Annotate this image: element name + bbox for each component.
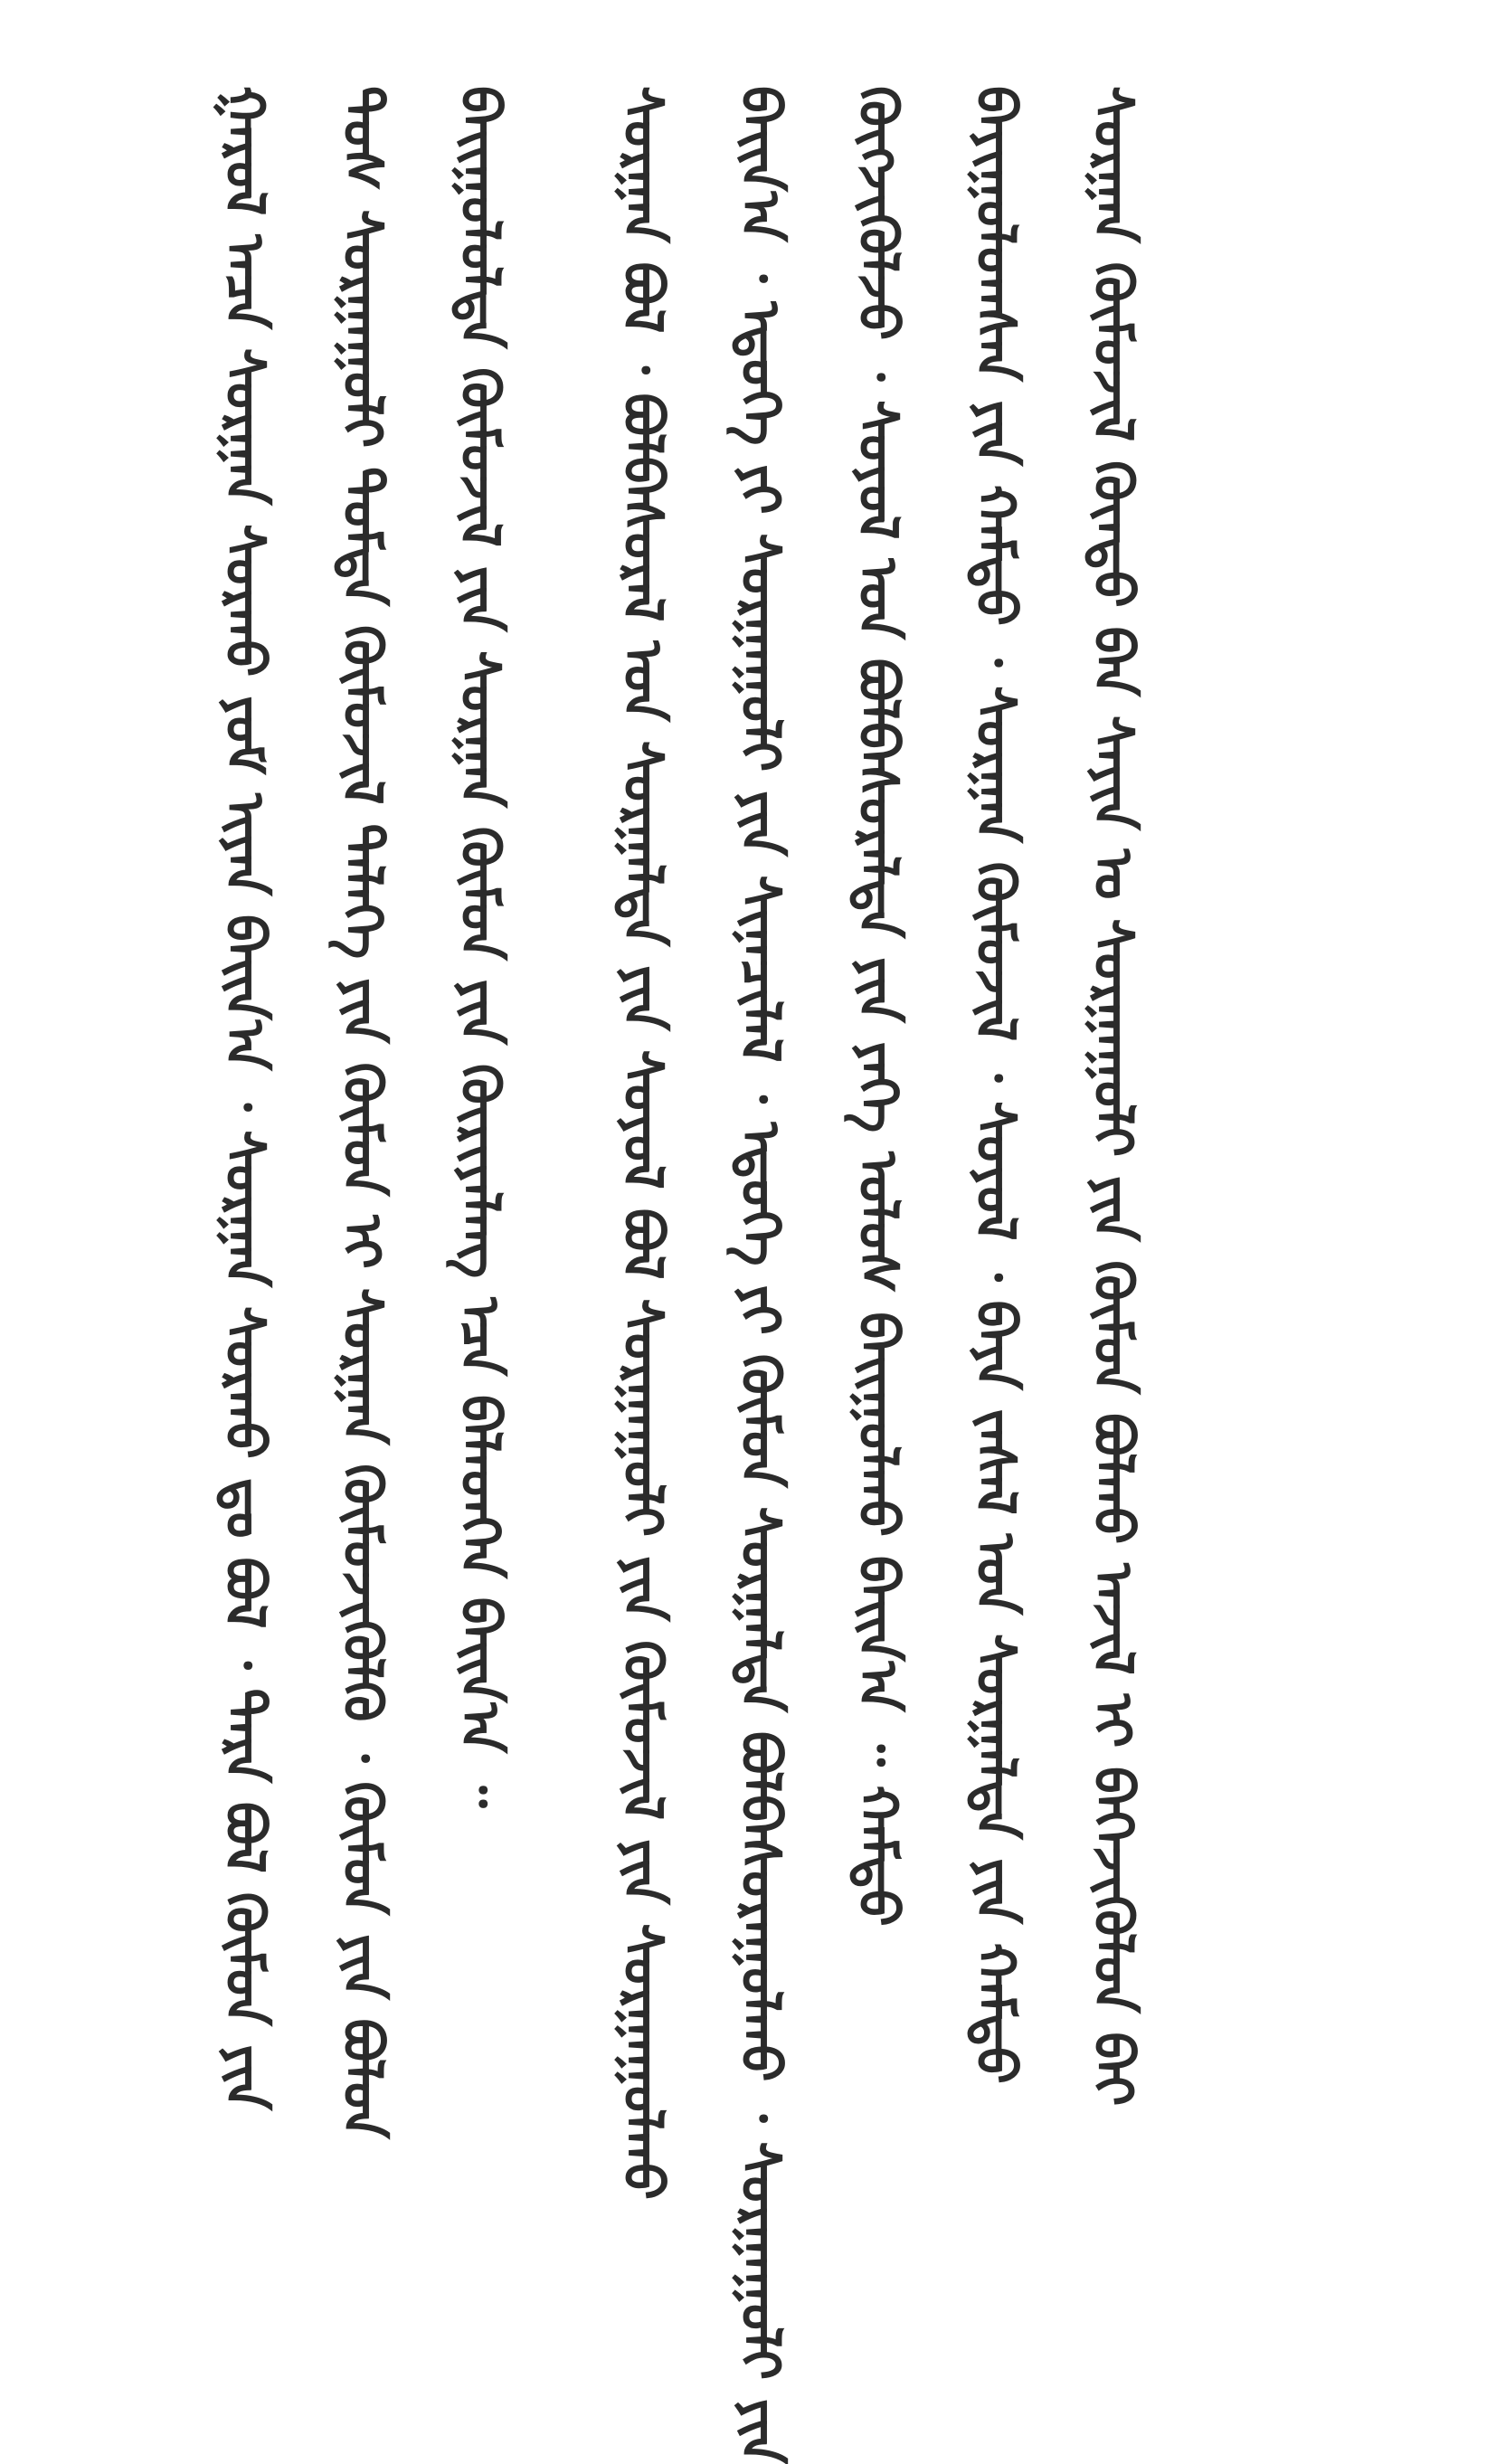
text-line: ᠪᠠᠢᠭᠤᠯᠤᠯᠲᠠ ᠬᠦᠮᠦᠵᠢᠯ ᠶᠢᠨ ᠰᠤᠷᠭᠠᠨ ᠬᠦᠮᠦᠨ ᠶᠢᠨ ᠬᠦᠷᠢᠶᠡᠯᠡᠩ ᠡᠴᠡ ᠪᠡᠯᠡᠳᠭᠡᠨ ᠪᠠᠢᠨ᠎ᠠ ᠃ (448, 86, 511, 1808)
text-line: ᠰᠤᠷᠭᠠᠨ ᠬᠦᠮᠦᠵᠢᠯ ᠬᠦᠨᠳᠦ ᠪᠠᠨ ᠰᠠᠶᠢᠨ ᠤ ᠰᠤᠷᠭᠠᠭᠤᠯᠢ ᠶᠢᠨ ᠬᠦᠮᠦᠨ ᠪᠣᠯᠬᠤ ᠠᠵᠢᠯ ᠢ ᠪᠡᠬᠡᠵᠢᠭᠦᠯᠦᠨ ᠪᠠᠢ (1081, 86, 1144, 2107)
text-line: ᠬᠦᠭᠵᠢᠭᠦᠯᠵᠦ ᠂ ᠰᠣᠶᠣᠯ ᠤᠨ ᠪᠣᠯᠪᠠᠰᠤᠷᠠᠯᠲᠠ ᠶᠢᠨ ᠶᠡᠬᠡ ᠤᠯᠤᠰ ᠪᠠᠢᠭᠤᠯᠬᠤ ᠪᠠᠢᠨ᠎ᠠ ᠃ ᠬᠠᠮᠲᠤ (846, 86, 909, 1927)
text-line: ᠭᠠᠷᠤᠯ ᠠᠴᠠ ᠰᠤᠷᠭᠠᠨ ᠰᠤᠷᠬᠤ ᠶᠤᠮ ᠢᠶᠠᠨ ᠪᠠᠢᠨ᠎ᠠ ᠂ ᠰᠤᠷᠭᠠᠨ ᠰᠤᠷᠬᠤ ᠳᠤ ᠪᠣᠯ ᠂ ᠲᠡᠷᠡ ᠪᠣᠯ ᠬᠦᠮᠦᠨ ᠶᠢᠨ (213, 86, 276, 2111)
text-line: ᠪᠠᠶᠢᠭᠤᠯᠤᠭᠰᠠᠨ ᠶᠢᠨ ᠬᠠᠮᠲᠤ ᠂ ᠰᠤᠷᠭᠠᠨ ᠬᠦᠮᠦᠵᠢᠯ ᠂ ᠰᠣᠶᠣᠯ ᠂ ᠪᠡᠶᠡ ᠵᠠᠰᠠᠯ ᠤᠨ ᠰᠤᠷᠭᠠᠯᠲᠠ ᠶᠢᠨ ᠬᠠᠮᠲᠤ (963, 86, 1027, 2084)
text-line: ᠪᠠᠢᠨ᠎ᠠ ᠂ ᠡᠳᠦᠭᠡ ᠶᠢ ᠰᠤᠷᠭᠠᠭᠤᠯᠢ ᠶᠢᠨ ᠰᠢᠨᠡᠴᠢᠯᠡᠯ ᠂ ᠡᠳᠦᠭᠡ ᠶᠢ ᠬᠦᠮᠦᠨ ᠰᠤᠷᠭᠠᠯᠲᠠ ᠪᠣᠯᠪᠠᠰᠤᠷᠠᠭᠤᠯᠬᠤ ᠂ ᠰᠤᠷᠭᠠᠭᠤᠯᠢ ᠶᠢᠨ (728, 86, 791, 2464)
text-line: ᠲᠤᠰ ᠰᠤᠷᠭᠠᠭᠤᠯᠢ ᠳᠤᠮᠳᠠ ᠬᠦᠮᠦᠵᠢᠯ ᠲᠡᠯᠡᠬᠡ ᠶᠢᠨ ᠬᠦᠮᠦᠨ ᠢ ᠰᠤᠷᠭᠠᠨ ᠬᠦᠮᠦᠵᠢᠭᠦᠯᠬᠦ ᠂ ᠬᠦᠮᠦᠨ ᠶᠢᠨ ᠪᠣᠯᠤᠨ (330, 86, 393, 2139)
text-line: ᠰᠤᠷᠭᠠᠨ ᠪᠣᠯ ᠂ ᠪᠣᠯᠪᠠᠰᠤᠷᠠᠯ ᠤᠨ ᠰᠤᠷᠭᠠᠯᠲᠠ ᠶᠢᠨ ᠰᠣᠶᠣᠯ ᠪᠣᠯ ᠰᠤᠷᠭᠠᠭᠤᠯᠢ ᠶᠢᠨ ᠬᠦᠮᠦᠵᠢᠯ ᠶᠢᠨ ᠰᠤᠷᠭᠠᠭᠤᠯᠬᠤ (611, 86, 674, 2201)
